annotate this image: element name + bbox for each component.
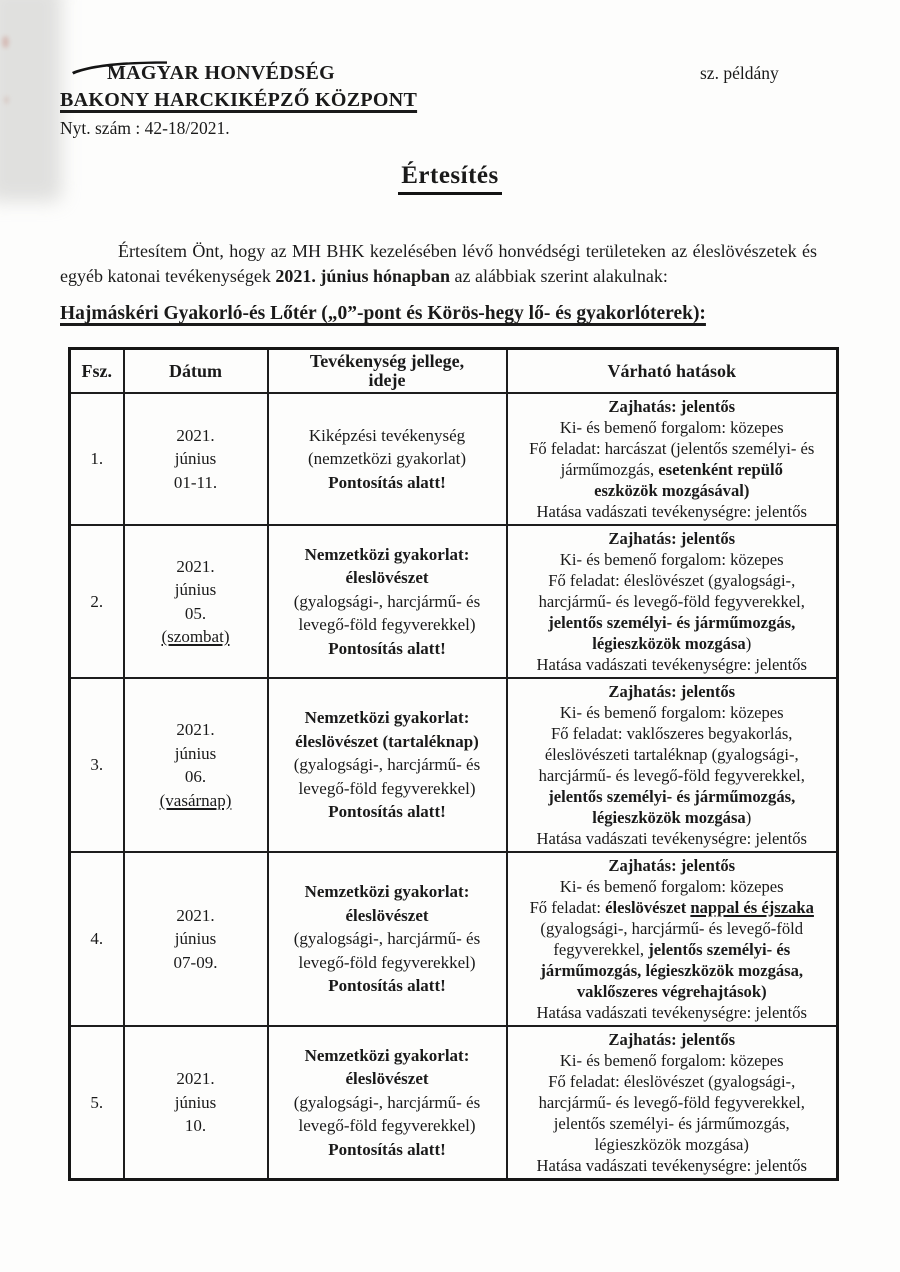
cell-activity — [268, 852, 507, 1026]
activity-text: Nemzetközi gyakorlat: éleslövészet (tartaléknap) (gyalogsági-, harcjármű- és levegő-föld fegyverekkel) Pontosítás alatt! — [293, 708, 481, 822]
col-header-varhato-label: Várható hatások — [607, 361, 736, 381]
table-row — [70, 852, 838, 1026]
activity-text: Nemzetközi gyakorlat: éleslövészet (gyalogsági-, harcjármű- és levegő-föld fegyverekkel) Pontosítás alatt! — [293, 544, 481, 658]
cell-activity — [268, 678, 507, 852]
activity-text: Nemzetközi gyakorlat: éleslövészet (gyalogsági-, harcjármű- és levegő-föld fegyverekkel) Pontosítás alatt! — [293, 1045, 481, 1159]
cell-effects — [507, 1026, 838, 1180]
cell-fsz: 1. — [70, 393, 124, 525]
activity-text: Nemzetközi gyakorlat: éleslövészet (gyalogsági-, harcjármű- és levegő-föld fegyverekkel) Pontosítás alatt! — [293, 882, 481, 996]
copy-number-label: sz. példány — [700, 63, 779, 83]
title-row — [0, 162, 900, 195]
cell-activity — [268, 393, 507, 525]
cell-date — [124, 1026, 268, 1180]
cell-fsz: 5. — [70, 1026, 124, 1180]
col-header-fsz-label: Fsz. — [81, 361, 112, 381]
date-text: 2021. június 10. — [174, 1069, 217, 1136]
effects-text: Zajhatás: jelentős Ki- és bemenő forgalom: közepes Fő feladat: éleslövészet nappal és éjszaka (gyalogsági-, harcjármű- és levegő-föld fegyverekkel, jelentős személyi- és járműmozgás, légieszközök mozgása, vaklőszeres végrehajtások) Hatása vadászati tevékenységre: jelentős — [529, 856, 814, 1022]
cell-fsz: 3. — [70, 678, 124, 852]
cell-effects — [507, 852, 838, 1026]
effects-text: Zajhatás: jelentős Ki- és bemenő forgalom: közepes Fő feladat: vaklőszeres begyakorlás, éleslövészeti tartaléknap (gyalogsági-, harcjármű- és levegő-föld fegyverekkel, jelentős személyi- és járműmozgás, légieszközök mozgása) Hatása vadászati tevékenységre: jelentős — [536, 682, 807, 848]
scan-color-artifact — [2, 36, 9, 48]
scan-color-artifact — [4, 96, 9, 104]
col-header-datum-label: Dátum — [169, 361, 222, 381]
cell-fsz: 4. — [70, 852, 124, 1026]
cell-activity — [268, 525, 507, 678]
effects-text: Zajhatás: jelentős Ki- és bemenő forgalom: közepes Fő feladat: éleslövészet (gyalogsági-, harcjármű- és levegő-föld fegyverekkel, jelentős személyi- és járműmozgás, légieszközök mozgása) Hatása vadászati tevékenységre: jelentős — [536, 1030, 807, 1175]
cell-effects — [507, 393, 838, 525]
effects-text: Zajhatás: jelentős Ki- és bemenő forgalom: közepes Fő feladat: éleslövészet (gyalogsági-, harcjármű- és levegő-föld fegyverekkel, jelentős személyi- és járműmozgás, légieszközök mozgása) Hatása vadászati tevékenységre: jelentős — [536, 529, 807, 674]
table-row — [70, 678, 838, 852]
col-header-fsz — [70, 349, 124, 394]
cell-date — [124, 393, 268, 525]
cell-effects — [507, 678, 838, 852]
org-name-line2: BAKONY HARCKIKÉPZŐ KÖZPONT — [60, 89, 418, 111]
date-text: 2021. június 07-09. — [173, 905, 218, 972]
activity-text: Kiképzési tevékenység (nemzetközi gyakorlat) Pontosítás alatt! — [307, 425, 467, 492]
table-row — [70, 1026, 838, 1180]
intro-paragraph: Értesítem Önt, hogy az MH BHK kezelésében lévő honvédségi területeken az éleslövészetek és egyéb katonai tevékenységek 2021. június hónapban az alábbiak szerint alakulnak: — [60, 241, 817, 286]
cell-activity — [268, 1026, 507, 1180]
table-row — [70, 525, 838, 678]
date-text: 2021. június 06. (vasárnap) — [159, 720, 232, 810]
col-header-tevekenyseg — [268, 349, 507, 394]
cell-effects — [507, 525, 838, 678]
org-name-line1: MAGYAR HONVÉDSÉG — [107, 62, 335, 84]
date-text: 2021. június 05. (szombat) — [161, 556, 230, 646]
cell-fsz: 2. — [70, 525, 124, 678]
col-header-tevekenyseg-label: Tevékenység jellege, ideje — [309, 352, 465, 390]
effects-text: Zajhatás: jelentős Ki- és bemenő forgalom: közepes Fő feladat: harcászat (jelentős személyi- és járműmozgás, esetenként repülő eszközök mozgásával) Hatása vadászati tevékenységre: jelentős — [529, 397, 815, 521]
document-title: Értesítés — [398, 162, 502, 195]
table-row — [70, 393, 838, 525]
table-header-row — [70, 349, 838, 394]
col-header-datum — [124, 349, 268, 394]
cell-date — [124, 678, 268, 852]
cell-date — [124, 852, 268, 1026]
registry-number: Nyt. szám : 42-18/2021. — [60, 118, 230, 138]
col-header-varhato — [507, 349, 838, 394]
cell-date — [124, 525, 268, 678]
date-text: 2021. június 01-11. — [173, 425, 218, 492]
activities-table — [68, 347, 839, 1181]
section-heading: Hajmáskéri Gyakorló-és Lőtér („0”-pont és Körös-hegy lő- és gyakorlóterek): — [60, 303, 706, 324]
